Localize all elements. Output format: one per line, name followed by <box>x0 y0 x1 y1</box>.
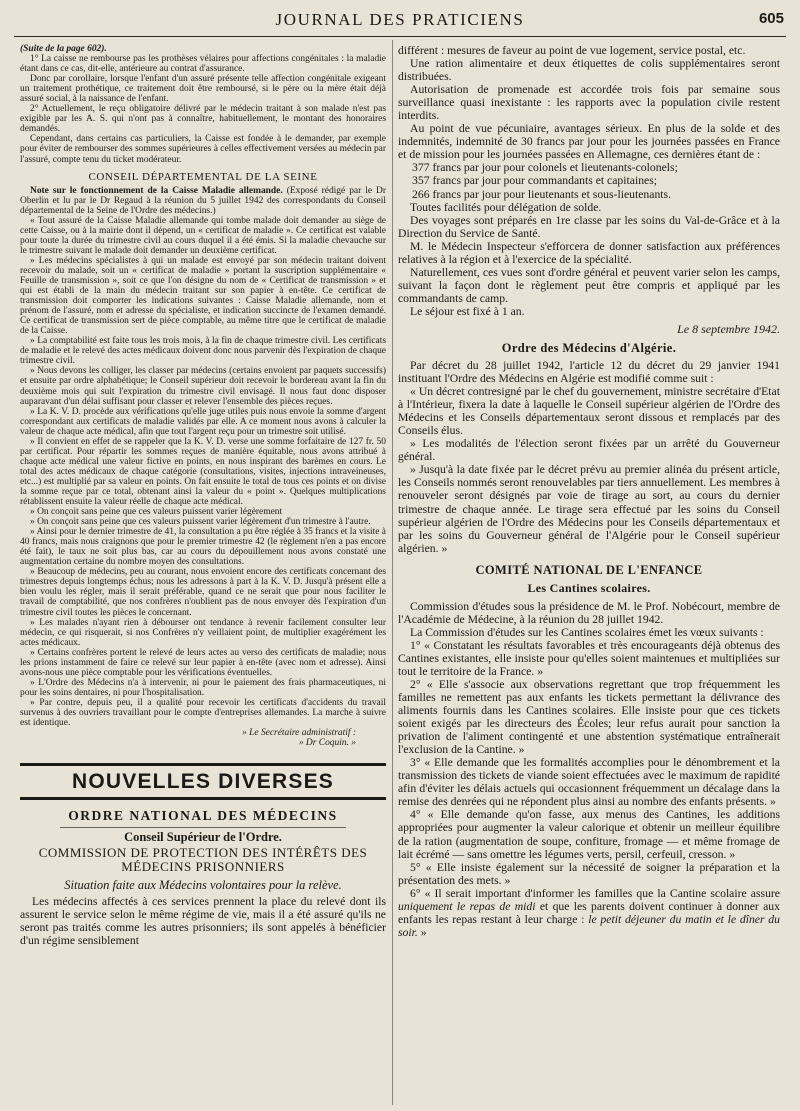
paragraph: 1° « Constatant les résultats favorables et très encourageants déjà obtenus des Cantines existantes, elle insiste pour qu'elles soient maintenues et multipliées sur tout le territoire de la France. » <box>398 638 780 678</box>
page-number: 605 <box>758 10 784 27</box>
algerie-heading: Ordre des Médecins d'Algérie. <box>501 340 677 355</box>
last-start: 6° « Il serait important d'informer les familles que la Cantine scolaire assure <box>410 886 780 900</box>
column-divider <box>392 40 393 1105</box>
paragraph: » Certains confrères portent le relevé de leurs actes au verso des certificats de maladie; nous les prions instamment de faire ce relevé sur leur papier à en-tête (avec nom et adresse). Ainsi avons-nous une pièce comptable pour les vérifications éventuelles. <box>20 647 386 678</box>
conseil-seine-heading: CONSEIL DÉPARTEMENTAL DE LA SEINE <box>88 170 318 183</box>
paragraph: » La K. V. D. procède aux vérifications qu'elle juge utiles puis nous envoie la somme d'argent correspondant aux certificats de maladie validés par elle. A ce moment nous avons à calculer la valeur de chaque acte médical, afin que tout l'argent reçu pour un trimestre soit utilisé. <box>20 406 386 437</box>
paragraph: » Beaucoup de médecins, peu au courant, nous envoient encore des certificats concernant des trimestres depuis longtemps échus; nous les adressons à part à la K. V. D. Jusqu'à présent elle a bien voulu les régler, mais il serait préférable, quand ce ne serait que pour nous faciliter le travail de comptabilité, que nos confrères n'oublient pas de nous envoyer dès l'expiration d'un trimestre civil toutes les pièces le concernant. <box>20 567 386 618</box>
last-italic: uniquement le repas de midi <box>398 899 536 913</box>
paragraph: » Nous devons les colliger, les classer par médecins (certains envoient par paquets successifs) et ensuite par ordre alphabétique; le Conseil supérieur doit recevoir le bordereau avant la fin du deuxième mois qui suit l'expiration du trimestre civil envisagé. Il nous faut donc disposer auparavant d'un délai suffisant pour classer et relever l'ensemble des pièces reçues. <box>20 366 386 407</box>
paragraph: Naturellement, ces vues sont d'ordre général et peuvent varier selon les camps, suivant la façon dont le règlement peut être compris et appliqué par les commandants de camp. <box>398 265 780 305</box>
last-mid: et que les parents doivent continuer à donner aux enfants les repas restant à leur charge : <box>398 899 780 926</box>
paragraph: » On conçoit sans peine que ces valeurs puissent varier légèrement <box>30 507 283 518</box>
paragraph: Des voyages sont préparés en 1re classe par les soins du Val-de-Grâce et à la Direction du Service de Santé. <box>398 213 780 240</box>
signature-title: » Le Secrétaire administratif : <box>242 728 356 739</box>
conseil-seine-paragraphs <box>20 216 386 728</box>
paragraph: » Jusqu'à la date fixée par le décret prévu au premier alinéa du présent article, les Conseils nommés seront renouvelables par tiers annuellement. Les membres à renouveler seront désignés par voie de tirage au sort, au cours du dernier trimestre de chaque année. Le tirage sera effectué par les soins du Conseil supérieur algérien de l'Ordre des Médecins pour les Conseils départementaux et par les soins du Gouverneur général de l'Algérie pour le Conseil supérieur algérien. » <box>398 463 780 555</box>
releve-paragraph: Les médecins affectés à ces services prennent la place du relevé dont ils assurent le service selon le même régime de vie, mais il a été assuré qu'ils ne seront pas traités comme les autres prisonniers; ils sont appelés à bénéficier d'un régime sensiblement <box>20 894 386 947</box>
paragraph: Cependant, dans certains cas particuliers, la Caisse est fondée à le demander, par exemple pour éviter de rembourser des sommes supérieures à celles effectivement versées au médecin par l'assuré, compte tenu du ticket modérateur. <box>20 134 386 165</box>
enfance-paragraphs <box>398 600 780 887</box>
nouvelles-diverses-banner: NOUVELLES DIVERSES <box>20 763 386 800</box>
paragraph: 1° La caisse ne rembourse pas les prothèses vélaires pour affections congénitales : la maladie étant dans ce cas, dit-elle, antérieure au contrat d'assurance. <box>20 54 386 75</box>
last-end: » <box>417 925 427 939</box>
paragraph: » On conçoit sans peine que ces valeurs puissent varier légèrement d'un trimestre à l'autre. <box>30 517 371 528</box>
paragraph: Une ration alimentaire et deux étiquettes de colis supplémentaires seront distribuées. <box>398 57 780 84</box>
paragraph: différent : mesures de faveur au point de vue logement, service postal, etc. <box>398 44 746 57</box>
signature-name: » Dr Coquin. » <box>298 738 356 749</box>
enfance-heading: COMITÉ NATIONAL DE L'ENFANCE <box>475 562 703 577</box>
date-line: Le 8 septembre 1942. <box>677 321 780 336</box>
paragraph: 3° « Elle demande que les formalités accomplies pour le dénombrement et la transmission des tickets de viande soient effectuées avec le maximum de rapidité afin d'éviter les délais actuels qui occasionnent fréquemment un décalage dans la remise des denrées qui ne répondent plus ainsi au nombre des enfants présents. » <box>398 756 780 809</box>
paragraph: » Il convient en effet de se rappeler que la K. V. D. verse une somme forfaitaire de 127 fr. 50 par certificat. Pour répartir les sommes reçues de manière équitable, nous avons attribué à chaque acte médical une valeur fictive en points, en nous inspirant des barèmes en cours. Le total des actes médicaux de chaque catégorie (consultations, visites, injections intraveineuses, etc...) est multiplié par sa valeur en points. On fait ensuite le total de tous ces points et on divise la somme reçue par ce total, obtenant ainsi la valeur du « point ». Quelques multiplications rétablissent ensuite la valeur réelle de chaque acte médical. <box>20 436 386 508</box>
paragraph: 357 francs par jour pour commandants et capitaines; <box>412 174 658 188</box>
paragraph: M. le Médecin Inspecteur s'efforcera de donner satisfaction aux préférences relatives à la région et à l'exercice de la spécialité. <box>398 239 780 266</box>
paragraph: » Par contre, depuis peu, il a qualité pour recevoir les certificats d'accidents du travail survenus à des ouvriers travaillant pour le compte d'entreprises allemandes. La marche à suivre est identique. <box>20 697 386 729</box>
enfance-last-paragraph <box>398 887 780 939</box>
paragraph: La Commission d'études sur les Cantines scolaires émet les vœux suivants : <box>410 625 764 639</box>
paragraph: » Les malades n'ayant rien à débourser ont tendance à revenir facilement consulter leur médecin, ce qui risquerait, si nos Confrères n'y veillaient point, de multiplier exagérément les actes médicaux. <box>20 617 386 648</box>
algerie-paragraphs <box>398 359 780 555</box>
paragraph: » Ainsi pour le dernier trimestre de 41, la consultation a pu être réglée à 35 francs et la visite à 40 francs, mais nous craignons que pour le premier trimestre 42 (le règlement n'en a pas encore été fait), le taux ne soit plus bas, car au cours du dépouillement nous avons constaté une augmentation certaine du nombre moyen des consultations. <box>20 527 386 568</box>
paragraph: Donc par corollaire, lorsque l'enfant d'un assuré présente telle affection congénitale exigeant un traitement prothétique, ce traitement doit être remboursé, si le père ou la mère était déjà assuré social, à la naissance de l'enfant. <box>20 74 386 105</box>
journal-title: JOURNAL DES PRATICIENS <box>275 10 525 29</box>
paragraph: 377 francs par jour pour colonels et lieutenants-colonels; <box>412 161 678 175</box>
continued-note: (Suite de la page 602). <box>20 44 107 54</box>
ordre-national-heading: ORDRE NATIONAL DES MÉDECINS <box>68 807 338 823</box>
right-after-paragraphs <box>398 201 780 318</box>
right-column <box>398 44 780 1106</box>
paragraph: « Un décret contresigné par le chef du gouvernement, ministre secrétaire d'Etat à l'Intérieur, fixera la date à laquelle le Conseil supérieur algérien de l'Ordre des Médecins et les Conseils départementaux seront dissous et remplacés par des Conseils élus. <box>398 385 780 438</box>
paragraph: Autorisation de promenade est accordée trois fois par semaine sous surveillance quasi inexistante : les rapports avec la population civile restent interdits. <box>398 83 780 123</box>
commission-heading: COMMISSION DE PROTECTION DES INTÉRÊTS DES MÉDECINS PRISONNIERS <box>38 844 368 874</box>
paragraph: » Les médecins spécialistes à qui un malade est envoyé par son médecin traitant doivent recevoir du malade, soit un « certificat de maladie » portant la suscription supplémentaire « Feuille de transmission », soit ce que l'on désigne du nom de « Certificat de transmission » et qui est établi de la main du médecin traitant sur son papier à en-tête. Ce certificat de transmission doit comporter les indications suivantes : Caisse Maladie allemande, nom et prénom de l'assuré, nom et adresse du spécialiste, et indication succincte de l'examen demandé. Ce certificat de transmission sert de pièce comptable, au même titre que le certificat de maladie de la Caisse. <box>20 255 386 337</box>
conseil-superieur-heading: Conseil Supérieur de l'Ordre. <box>124 829 282 844</box>
paragraph: Par décret du 28 juillet 1942, l'article 12 du décret du 29 janvier 1941 instituant l'Ordre des Médecins en Algérie est modifié comme suit : <box>398 358 780 386</box>
situation-heading: Situation faite aux Médecins volontaires pour la relève. <box>64 877 342 892</box>
paragraph: » L'Ordre des Médecins n'a à intervenir, ni pour le paiement des frais pharmaceutiques, ni pour les soins dentaires, ni pour l'hospitalisation. <box>20 677 386 698</box>
paragraph: Le séjour est fixé à 1 an. <box>410 304 525 318</box>
paragraph: 2° Actuellement, le reçu obligatoire délivré par le médecin traitant à son malade n'est pas exigible par les A. S. qui n'ont pas à connaître, habituellement, le montant des honoraires demandés. <box>20 104 386 135</box>
right-top-paragraphs <box>398 44 780 161</box>
running-head <box>14 6 786 37</box>
last-italic-2: le petit déjeuner du matin et le dîner du soir. <box>398 912 780 939</box>
paragraph: « Tout assuré de la Caisse Maladie allemande qui tombe malade doit demander au siège de cette Caisse, ou à la mairie dont il dépend, un « certificat de maladie ». Ce certificat est valable pour toute la durée du trimestre civil au cours duquel il a été émis. Si la maladie chevauche sur le trimestre suivant le malade doit demander un deuxième certificat. <box>20 215 386 256</box>
left-column <box>20 44 386 1106</box>
heading-rule <box>60 827 346 828</box>
paragraph: Au point de vue pécuniaire, avantages sérieux. En plus de la solde et des indemnités, indemnité de 30 francs par jour pour les journées passées en France et de mission pour les journées passées en Allemagne, ces dernières étant de : <box>398 122 780 162</box>
left-top-paragraphs <box>20 54 386 165</box>
paragraph: 2° « Elle s'associe aux observations regrettant que trop fréquemment les familles ne remettent pas aux enfants les tickets permettant la délivrance des aliments fournis dans les Cantines scolaires. Elle insiste pour que ces tickets soient exigés par les directeurs des Écoles; leur refus aurait pour sanction la privation de l'aliment contingenté et une abstention systématique entraînerait l'exclusion de la Cantine. » <box>398 677 780 757</box>
paragraph: Commission d'études sous la présidence de M. le Prof. Nobécourt, membre de l'Académie de Médecine, à la réunion du 28 juillet 1942. <box>398 599 780 626</box>
paragraph: » La comptabilité est faite tous les trois mois, à la fin de chaque trimestre civil. Les certificats de maladie et le relevé des actes médicaux doivent donc nous parvenir dès l'expiration de chaque trimestre civil. <box>20 336 386 367</box>
paragraph: 266 francs par jour pour lieutenants et sous-lieutenants. <box>412 187 672 201</box>
note-title: Note sur le fonctionnement de la Caisse Maladie allemande. <box>30 185 283 196</box>
note-rest: (Exposé rédigé par le Dr Oberlin et lu par le Dr Regaud à la réunion du 5 juillet 1942 des correspondants du Conseil départemental de la Seine de l'Ordre des médecins.) <box>20 185 386 216</box>
paragraph: 4° « Elle demande qu'on fasse, aux menus des Cantines, les additions appropriées pour augmenter la valeur calorique et obtenir un meilleur équilibre de la ration (augmentation de soupe, confiture, fromage — et même fromage de lait écrémé — sans omettre les légumes verts, persil, cerfeuil, cresson. » <box>398 808 780 861</box>
paragraph: Toutes facilités pour délégation de solde. <box>410 200 602 214</box>
cantines-subheading: Les Cantines scolaires. <box>527 580 651 595</box>
rates-list <box>398 161 780 200</box>
conseil-seine-note <box>20 186 386 216</box>
paragraph: 5° « Elle insiste également sur la nécessité de soigner la préparation et la présentation des mets. » <box>398 860 780 887</box>
paragraph: » Les modalités de l'élection seront fixées par un arrêté du Gouverneur général. <box>398 437 780 464</box>
